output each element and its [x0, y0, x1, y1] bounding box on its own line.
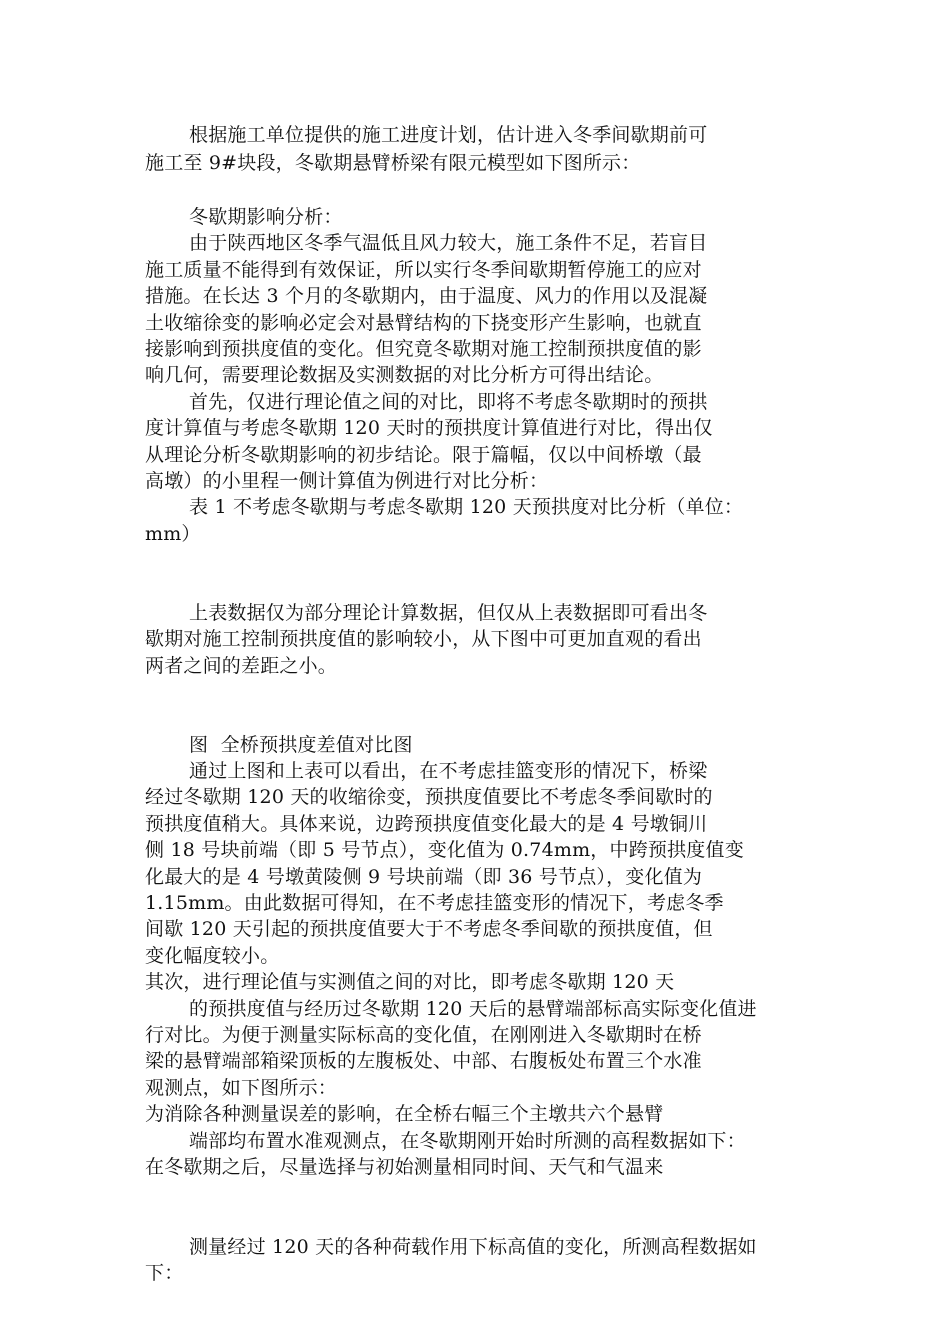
- paragraph-line: 根据施工单位提供的施工进度计划，估计进入冬季间歇期前可: [189, 124, 708, 146]
- paragraph-line: 施工质量不能得到有效保证，所以实行冬季间歇期暂停施工的应对: [145, 259, 702, 281]
- figure-caption: 图 全桥预拱度差值对比图: [189, 734, 413, 756]
- paragraph-line: 端部均布置水准观测点，在冬歇期刚开始时所测的高程数据如下：: [189, 1130, 746, 1152]
- paragraph-line: 间歇 120 天引起的预拱度值要大于不考虑冬季间歇的预拱度值，但: [145, 918, 713, 940]
- paragraph-line: 其次，进行理论值与实测值之间的对比，即考虑冬歇期 120 天: [145, 971, 675, 993]
- paragraph-line: 1.15mm。由此数据可得知，在不考虑挂篮变形的情况下，考虑冬季: [145, 892, 724, 914]
- paragraph-line: 接影响到预拱度值的变化。但究竟冬歇期对施工控制预拱度值的影: [145, 338, 702, 360]
- paragraph-line: 通过上图和上表可以看出，在不考虑挂篮变形的情况下，桥梁: [189, 760, 708, 782]
- table-caption-unit: mm）: [145, 523, 201, 545]
- paragraph-line: 高墩）的小里程一侧计算值为例进行对比分析：: [145, 470, 549, 492]
- paragraph-line: 措施。在长达 3 个月的冬歇期内，由于温度、风力的作用以及混凝: [145, 285, 708, 307]
- paragraph-line: 从理论分析冬歇期影响的初步结论。限于篇幅，仅以中间桥墩（最: [145, 444, 702, 466]
- paragraph-line: 的预拱度值与经历过冬歇期 120 天后的悬臂端部标高实际变化值进: [189, 998, 757, 1020]
- paragraph-line: 首先，仅进行理论值之间的对比，即将不考虑冬歇期时的预拱: [189, 391, 708, 413]
- paragraph-line: 两者之间的差距之小。: [145, 655, 338, 677]
- paragraph-line: 梁的悬臂端部箱梁顶板的左腹板处、中部、右腹板处布置三个水准: [145, 1050, 702, 1072]
- paragraph-line: 侧 18 号块前端（即 5 号节点），变化值为 0.74mm，中跨预拱度值变: [145, 839, 744, 861]
- section-heading: 冬歇期影响分析：: [189, 206, 343, 228]
- paragraph-line: 为消除各种测量误差的影响，在全桥右幅三个主墩共六个悬臂: [145, 1103, 664, 1125]
- paragraph-line: 度计算值与考虑冬歇期 120 天时的预拱度计算值进行对比，得出仅: [145, 417, 713, 439]
- paragraph-line: 下：: [145, 1262, 184, 1284]
- paragraph-line: 上表数据仅为部分理论计算数据，但仅从上表数据即可看出冬: [189, 602, 708, 624]
- paragraph-line: 观测点，如下图所示：: [145, 1077, 338, 1099]
- paragraph-line: 经过冬歇期 120 天的收缩徐变，预拱度值要比不考虑冬季间歇时的: [145, 786, 713, 808]
- paragraph-line: 响几何，需要理论数据及实测数据的对比分析方可得出结论。: [145, 364, 664, 386]
- paragraph-line: 歇期对施工控制预拱度值的影响较小，从下图中可更加直观的看出: [145, 628, 702, 650]
- paragraph-line: 施工至 9#块段，冬歇期悬臂桥梁有限元模型如下图所示：: [145, 152, 641, 174]
- paragraph-line: 由于陕西地区冬季气温低且风力较大，施工条件不足，若盲目: [189, 232, 708, 254]
- paragraph-line: 预拱度值稍大。具体来说，边跨预拱度值变化最大的是 4 号墩铜川: [145, 813, 708, 835]
- paragraph-line: 在冬歇期之后，尽量选择与初始测量相同时间、天气和气温来: [145, 1156, 664, 1178]
- paragraph-line: 变化幅度较小。: [145, 945, 280, 967]
- table-caption: 表 1 不考虑冬歇期与考虑冬歇期 120 天预拱度对比分析（单位：: [189, 496, 744, 518]
- paragraph-line: 土收缩徐变的影响必定会对悬臂结构的下挠变形产生影响，也就直: [145, 312, 702, 334]
- paragraph-line: 测量经过 120 天的各种荷载作用下标高值的变化，所测高程数据如: [189, 1236, 757, 1258]
- paragraph-line: 行对比。为便于测量实际标高的变化值，在刚刚进入冬歇期时在桥: [145, 1024, 702, 1046]
- paragraph-line: 化最大的是 4 号墩黄陵侧 9 号块前端（即 36 号节点），变化值为: [145, 866, 703, 888]
